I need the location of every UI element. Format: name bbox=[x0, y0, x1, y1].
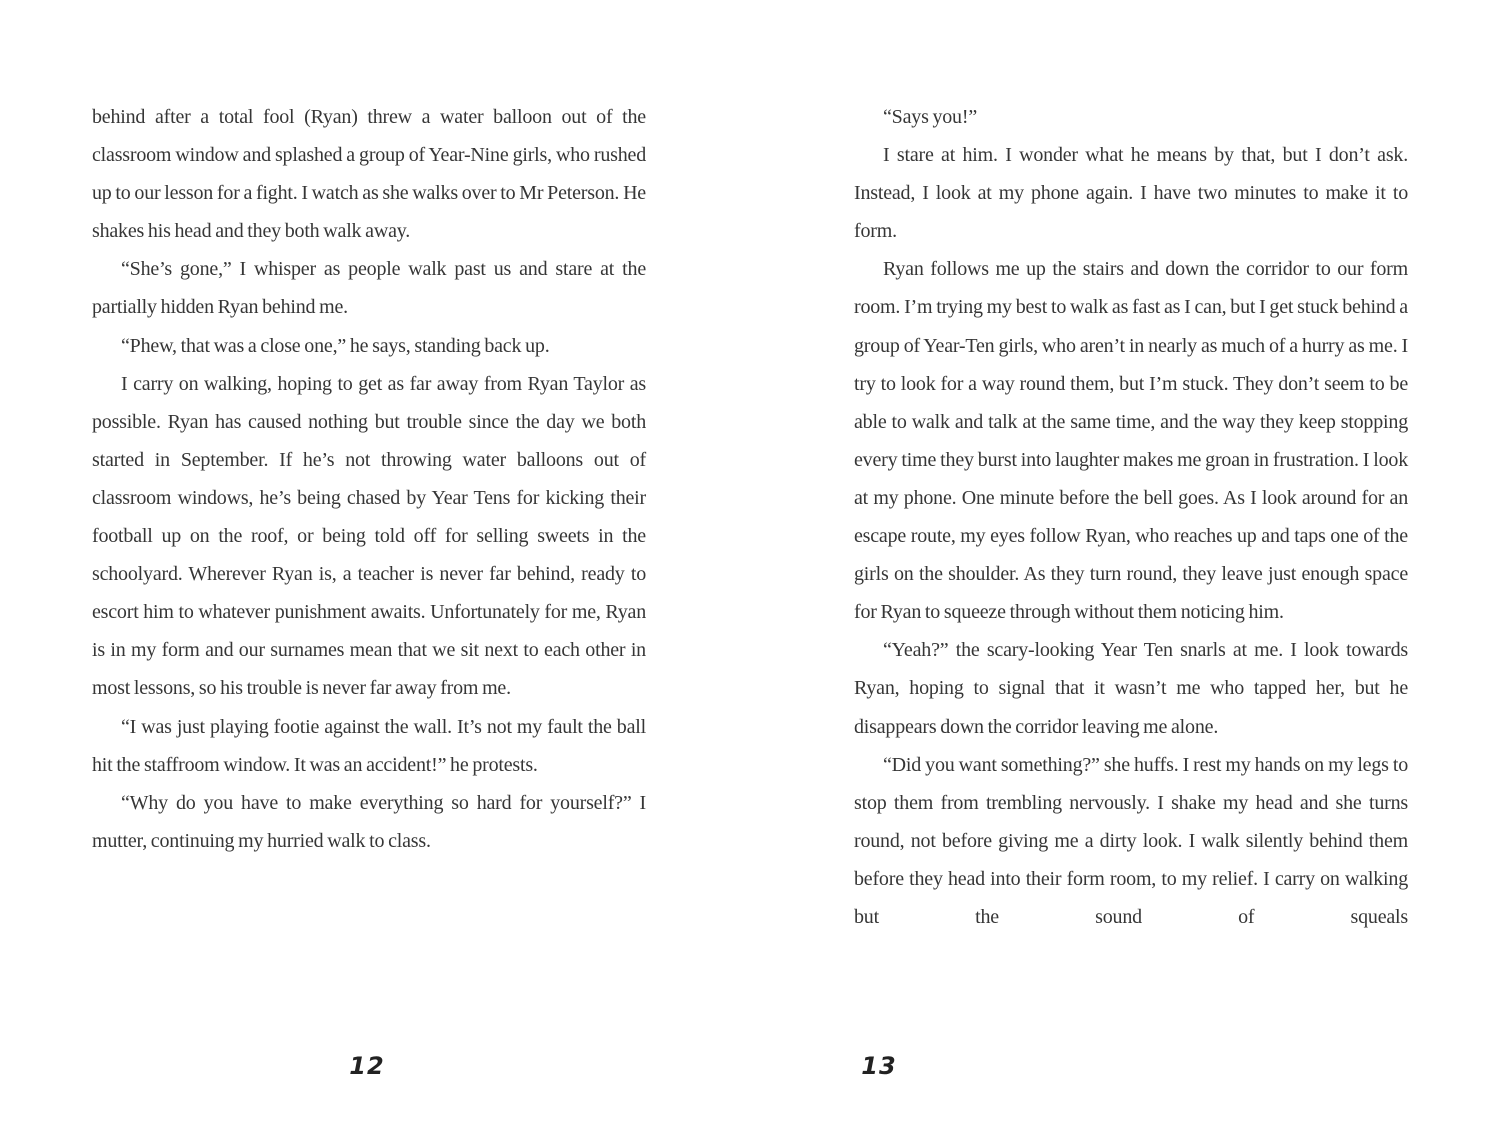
paragraph: “Says you!” bbox=[883, 106, 977, 128]
paragraph: “I was just playing footie against the wall. It’s not my fault the ball hit the staffroom window. It was an accident!” he protests. bbox=[92, 715, 646, 776]
paragraph: behind after a total fool (Ryan) threw a water balloon out of the classroom window and splashed a group of Year-Nine girls, who rushed up to our lesson for a fight. I watch as she walks over to Mr Peterson. He shakes his head and they both walk away. bbox=[92, 106, 646, 243]
right-page-text bbox=[854, 98, 1408, 936]
paragraph: I stare at him. I wonder what he means by that, but I don’t ask. Instead, I look at my phone again. I have two minutes to make it to form. bbox=[854, 144, 1408, 243]
paragraph: “Yeah?” the scary-looking Year Ten snarls at me. I look towards Ryan, hoping to signal that it wasn’t me who tapped her, but he disappears down the corridor leaving me alone. bbox=[854, 639, 1408, 738]
paragraph: I carry on walking, hoping to get as far away from Ryan Taylor as possible. Ryan has caused nothing but trouble since the day we both started in September. If he’s not throwing water balloons out of classroom windows, he’s being chased by Year Tens for kicking their football up on the roof, or being told off for selling sweets in the schoolyard. Wherever Ryan is, a teacher is never far behind, ready to escort him to whatever punishment awaits. Unfortunately for me, Ryan is in my form and our surnames mean that we sit next to each other in most lessons, so his trouble is never far away from me. bbox=[92, 372, 646, 700]
page-number: 12 bbox=[349, 1052, 385, 1080]
paragraph: Ryan follows me up the stairs and down the corridor to our form room. I’m trying my best to walk as fast as I can, but I get stuck behind a group of Year-Ten girls, who aren’t in nearly as much of a hurry as me. I try to look for a way round them, but I’m stuck. They don’t seem to be able to walk and talk at the same time, and the way they keep stopping every time they burst into laughter makes me groan in frustration. I look at my phone. One minute before the bell goes. As I look around for an escape route, my eyes follow Ryan, who reaches up and taps one of the girls on the shoulder. As they turn round, they leave just enough space for Ryan to squeeze through without them noticing him. bbox=[854, 258, 1408, 624]
paragraph: “She’s gone,” I whisper as people walk past us and stare at the partially hidden Ryan behind me. bbox=[92, 258, 646, 319]
right-page bbox=[750, 0, 1500, 1143]
page-number: 13 bbox=[861, 1052, 897, 1080]
paragraph: “Phew, that was a close one,” he says, standing back up. bbox=[121, 334, 550, 357]
paragraph: “Why do you have to make everything so hard for yourself?” I mutter, continuing my hurried walk to class. bbox=[92, 791, 646, 852]
paragraph: “Did you want something?” she huffs. I rest my hands on my legs to stop them from trembling nervously. I shake my head and she turns round, not before giving me a dirty look. I walk silently behind them before they head into their form room, to my relief. I carry on walking but the sound of squeals bbox=[854, 753, 1408, 928]
left-page-text bbox=[92, 98, 646, 860]
